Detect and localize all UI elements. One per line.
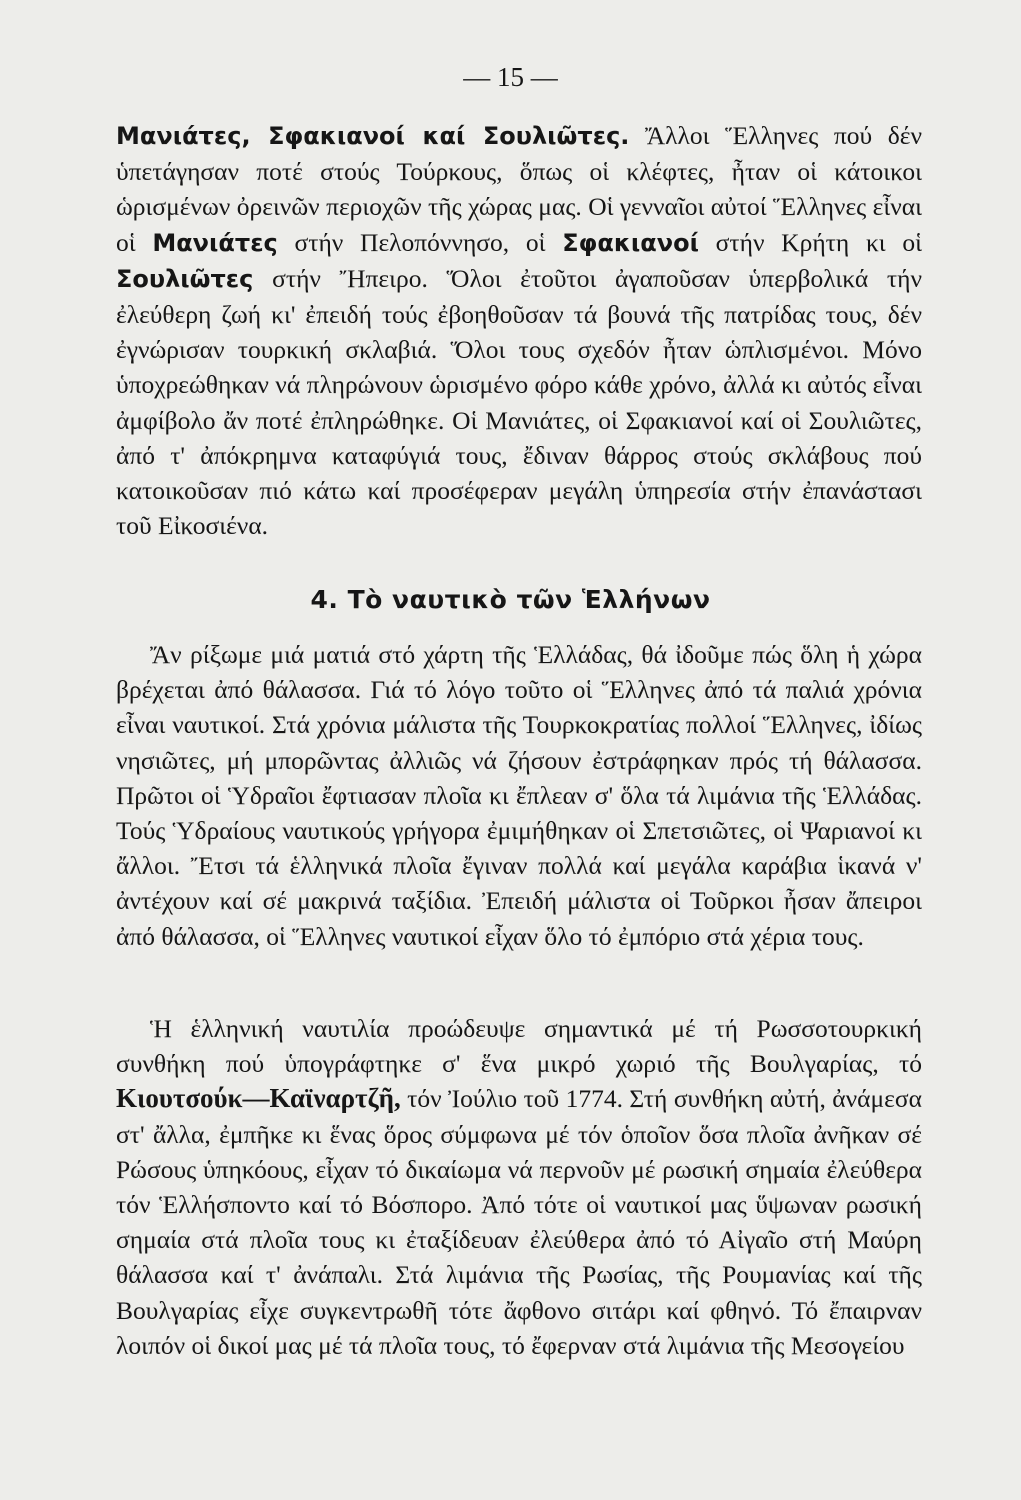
- navy-paragraph-1: [116, 637, 922, 954]
- intro-text-1: Ἄλλοι Ἕλληνες πού δέν ὑπετάγησαν ποτέ στούς Τούρκους, ὅπως οἱ κλέφτες, ἦταν οἱ κάτοικοι ὡρισμένων ὀρεινῶν περιοχῶν τῆς χώρας μας. Οἱ γενναῖοι αὐτοί Ἕλληνες εἶναι οἱ: [116, 121, 923, 257]
- term-souliotes: Σουλιῶτες: [116, 264, 254, 293]
- intro-lead-heading: Μανιάτες, Σφακιανοί καί Σουλιῶτες.: [116, 122, 630, 150]
- intro-text-3: στήν Κρήτη κι οἱ: [698, 227, 922, 257]
- navy-paragraph-2-text: [116, 1011, 922, 1363]
- term-kioutsouk-kainartzi: Κιουτσούκ—Καϊναρτζῆ,: [116, 1083, 401, 1114]
- intro-text-2: στήν Πελοπόννησο, οἱ: [277, 227, 563, 257]
- intro-text-4: στήν Ἤπειρο. Ὅλοι ἐτοῦτοι ἀγαποῦσαν ὑπερβολικά τήν ἐλεύθερη ζωή κι' ἐπειδή τούς ἐβοηθοῦσαν τά βουνά τῆς πατρίδας τους, δέν ἐγνώρισαν τουρκική σκλαβιά. Ὅλοι τους σχεδόν ἦταν ὡπλισμένοι. Μόνο ὑποχρεώθηκαν νά πληρώνουν ὡρισμένο φόρο κάθε χρόνο, ἀλλά κι αὐτός εἶναι ἀμφίβολο ἄν ποτέ ἐπληρώθηκε. Οἱ Μανιάτες, οἱ Σφακιανοί καί οἱ Σουλιῶτες, ἀπό τ' ἀπόκρημνα καταφύγιά τους, ἔδιναν θάρρος στούς σκλάβους πού κατοικοῦσαν πιό κάτω καί προσέφεραν μεγάλη ὑπηρεσία στήν ἐπανάστασι τοῦ Εἰκοσιένα.: [116, 263, 922, 541]
- navy-paragraph-2: [116, 1011, 922, 1363]
- navy-text-b: τόν Ἰούλιο τοῦ 1774. Στή συνθήκη αὐτή, ἀνάμεσα στ' ἄλλα, ἐμπῆκε κι ἕνας ὅρος σύμφωνα μέ τόν ὁποῖον ὅσα πλοῖα ἀνῆκαν σέ Ρώσους ὑπηκόους, εἶχαν τό δικαίωμα νά περνοῦν μέ ρωσική σημαία ἐλεύθερα τόν Ἑλλήσποντο καί τό Βόσπορο. Ἀπό τότε οἱ ναυτικοί μας ὕψωναν ρωσική σημαία στά πλοῖα τους κι ἐταξίδευαν ἐλεύθερα ἀπό τό Αἰγαῖο στή Μαύρη θάλασσα καί τ' ἀνάπαλι. Στά λιμάνια τῆς Ρωσίας, τῆς Ρουμανίας καί τῆς Βουλγαρίας εἶχε συγκεντρωθῆ τότε ἄφθονο σιτάρι καί φθηνό. Τό ἔπαιρναν λοιπόν οἱ δικοί μας μέ τά πλοῖα τους, τό ἔφερναν στά λιμάνια τῆς Μεσογείου: [116, 1084, 922, 1360]
- term-maniates: Μανιάτες: [152, 228, 278, 257]
- term-sfakianoi: Σφακιανοί: [562, 228, 699, 257]
- intro-paragraph: [116, 118, 922, 543]
- page-number: — 15 —: [463, 62, 558, 92]
- section-heading: 4. Τὸ ναυτικὸ τῶν Ἑλλήνων: [310, 585, 711, 614]
- intro-paragraph-text: [116, 118, 922, 543]
- navy-paragraph-1-text: Ἄν ρίξωμε μιά ματιά στό χάρτη τῆς Ἑλλάδας, θά ἰδοῦμε πώς ὅλη ἡ χώρα βρέχεται ἀπό θάλασσα. Γιά τό λόγο τοῦτο οἱ Ἕλληνες ἀπό τά παλιά χρόνια εἶναι ναυτικοί. Στά χρόνια μάλιστα τῆς Τουρκοκρατίας πολλοί Ἕλληνες, ἰδίως νησιῶτες, μή μπορῶντας ἀλλιῶς νά ζήσουν ἐστράφηκαν πρός τή θάλασσα. Πρῶτοι οἱ Ὑδραῖοι ἔφτιασαν πλοῖα κι ἔπλεαν σ' ὅλα τά λιμάνια τῆς Ἑλλάδας. Τούς Ὑδραίους ναυτικούς γρήγορα ἐμιμήθηκαν οἱ Σπετσιῶτες, οἱ Ψαριανοί κι ἄλλοι. Ἔτσι τά ἑλληνικά πλοῖα ἔγιναν πολλά καί μεγάλα καράβια ἱκανά ν' ἀντέχουν καί σέ μακρινά ταξίδια. Ἐπειδή μάλιστα οἱ Τοῦρκοι ἦσαν ἄπειροι ἀπό θάλασσα, οἱ Ἕλληνες ναυτικοί εἶχαν ὅλο τό ἐμπόριο στά χέρια τους.: [116, 640, 922, 951]
- navy-text-a: Ἡ ἑλληνική ναυτιλία προώδευψε σημαντικά μέ τή Ρωσσοτουρκική συνθήκη πού ὑπογράφτηκε σ' ἕνα μικρό χωριό τῆς Βουλγαρίας, τό: [116, 1014, 922, 1079]
